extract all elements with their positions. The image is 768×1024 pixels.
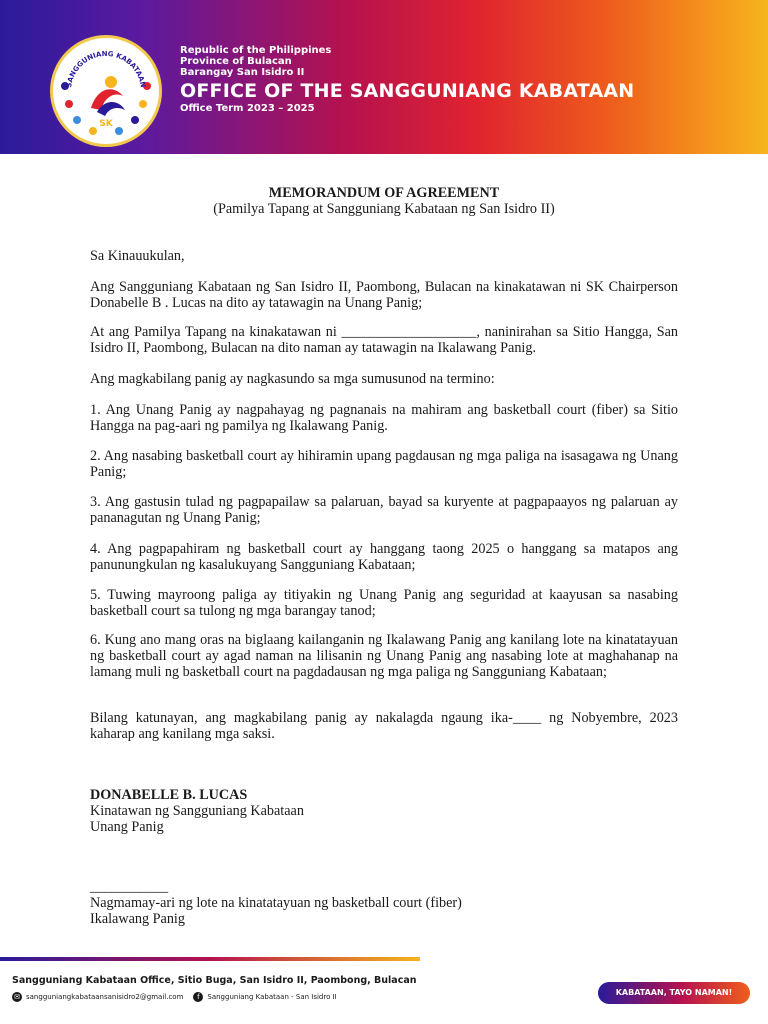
paragraph-second-party: At ang Pamilya Tapang na kinakatawan ni ___________________, naninirahan sa Sitio Hangga, San Isidro II, Paombong, Bulacan na dito naman ay tatawagin na Ikalawang Panig. xyxy=(90,324,678,356)
office-title: OFFICE OF THE SANGGUNIANG KABATAAN xyxy=(180,80,635,102)
letterhead-text xyxy=(180,45,634,115)
first-signatory xyxy=(90,787,304,835)
second-signatory xyxy=(90,879,462,927)
term-item-6: 6. Kung ano mang oras na biglaang kailanganin ng Ikalawang Panig ang kanilang lote na kinatatayuan ng basketball court ay agad naman na lilisanin ng Unang Panig ang nasabing lote at maghahanap na lamang muli ng basketball court na pagdadausan ng mga paliga ng Sangguniang Kabataan; xyxy=(90,632,678,680)
first-signatory-party: Unang Panig xyxy=(90,819,164,835)
facebook-contact xyxy=(193,992,336,1002)
memo-title-block xyxy=(90,185,678,217)
term-item-3: 3. Ang gastusin tulad ng pagpapailaw sa palaruan, bayad sa kuryente at pagpapaayos ng palaruan ay pananagutan ng Unang Panig; xyxy=(90,494,678,526)
sk-logo-emblem xyxy=(53,38,159,144)
footer-contacts xyxy=(12,992,347,1002)
paragraph-parties: Ang Sangguniang Kabataan ng San Isidro II, Paombong, Bulacan na kinakatawan ni SK Chairperson Donabelle B . Lucas na dito ay tatawagin na Unang Panig; xyxy=(90,279,678,311)
term-item-2: 2. Ang nasabing basketball court ay hihiramin upang pagdausan ng mga paliga na isasagawa ng Unang Panig; xyxy=(90,448,678,480)
footer-divider xyxy=(0,957,420,961)
email-text: sangguniangkabataansanisidro2@gmail.com xyxy=(26,993,184,1001)
email-icon: ✉ xyxy=(12,992,22,1002)
memo-title: MEMORANDUM OF AGREEMENT xyxy=(268,185,500,201)
term-item-1: 1. Ang Unang Panig ay nagpahayag ng pagnanais na mahiram ang basketball court (fiber) sa Sitio Hangga na pag-aari ng pamilya ng Ikalawang Panig. xyxy=(90,402,678,434)
country-line: Republic of the Philippines xyxy=(180,45,332,56)
facebook-text: Sangguniang Kabataan - San Isidro II xyxy=(207,993,337,1001)
facebook-icon: f xyxy=(193,992,203,1002)
signature-line: ___________ xyxy=(90,879,169,895)
letterhead-banner xyxy=(0,0,768,154)
sk-logo xyxy=(50,35,162,147)
footer-address: Sangguniang Kabataan Office, Sitio Buga, San Isidro II, Paombong, Bulacan xyxy=(12,975,417,986)
barangay-line: Barangay San Isidro II xyxy=(180,67,305,78)
term-item-5: 5. Tuwing mayroong paliga ay titiyakin ng Unang Panig ang seguridad at kaayusan sa nasabing basketball court sa tulong ng mga barangay tanod; xyxy=(90,587,678,619)
office-term: Office Term 2023 – 2025 xyxy=(180,103,315,114)
second-signatory-role: Nagmamay-ari ng lote na kinatatayuan ng basketball court (fiber) xyxy=(90,895,462,911)
salutation: Sa Kinauukulan, xyxy=(90,248,185,264)
term-item-4: 4. Ang pagpapahiram ng basketball court ay hanggang taong 2025 o hanggang sa matapos ang panunungkulan ng kasalukuyang Sangguniang Kabataan; xyxy=(90,541,678,573)
logo-arc-text: SANGGUNIANG KABATAAN xyxy=(65,49,147,89)
slogan-badge: KABATAAN, TAYO NAMAN! xyxy=(598,982,750,1004)
province-line: Province of Bulacan xyxy=(180,56,292,67)
closing-paragraph: Bilang katunayan, ang magkabilang panig ay nakalagda ngaung ika-____ ng Nobyembre, 2023 kaharap ang kanilang mga saksi. xyxy=(90,710,678,742)
second-signatory-party: Ikalawang Panig xyxy=(90,911,185,927)
first-signatory-role: Kinatawan ng Sangguniang Kabataan xyxy=(90,803,304,819)
paragraph-agreement-intro: Ang magkabilang panig ay nagkasundo sa mga sumusunod na termino: xyxy=(90,371,495,387)
first-signatory-name: DONABELLE B. LUCAS xyxy=(90,787,248,803)
email-contact xyxy=(12,992,183,1002)
logo-mark: SK xyxy=(99,119,113,129)
memo-subtitle: (Pamilya Tapang at Sangguniang Kabataan ng San Isidro II) xyxy=(213,201,555,217)
